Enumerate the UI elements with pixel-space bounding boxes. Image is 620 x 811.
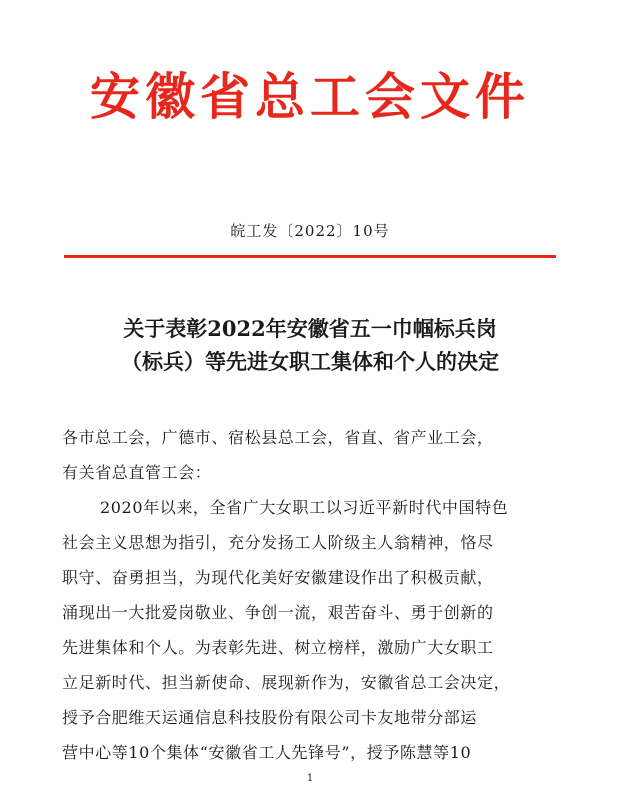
- recipients-line: 各市总工会，广德市、宿松县总工会，省直、省产业工会，: [62, 428, 494, 447]
- red-divider-rule: [64, 255, 556, 258]
- body-paragraph-line: 2020年以来，全省广大女职工以习近平新时代中国特色: [100, 498, 509, 517]
- document-body: [62, 420, 562, 770]
- body-paragraph-line: 授予合肥维天运通信息科技股份有限公司卡友地带分部运: [62, 708, 478, 727]
- page-number: 1: [306, 773, 314, 784]
- body-paragraph-line: 职守、奋勇担当，为现代化美好安徽建设作出了积极贡献，: [62, 568, 494, 587]
- document-title-line: （标兵）等先进女职工集体和个人的决定: [121, 349, 499, 374]
- body-paragraph-line: 涌现出一大批爱岗敬业、争创一流，艰苦奋斗、勇于创新的: [62, 603, 494, 622]
- body-paragraph-line: 营中心等10个集体“安徽省工人先锋号”，授予陈慧等10: [62, 743, 472, 762]
- body-paragraph-line: 社会主义思想为指引，充分发扬工人阶级主人翁精神，恪尽: [62, 533, 494, 552]
- body-paragraph-line: 先进集体和个人。为表彰先进、树立榜样，激励广大女职工: [62, 638, 494, 657]
- document-title-line: 关于表彰2022年安徽省五一巾帼标兵岗: [123, 316, 497, 341]
- recipients-line: 有关省总直管工会：: [62, 463, 212, 482]
- document-title: [0, 312, 620, 378]
- document-number: 皖工发〔2022〕10号: [230, 222, 390, 240]
- issuer-header-title: 安徽省总工会文件: [90, 67, 530, 126]
- body-paragraph-line: 立足新时代、担当新使命、展现新作为，安徽省总工会决定，: [62, 673, 511, 692]
